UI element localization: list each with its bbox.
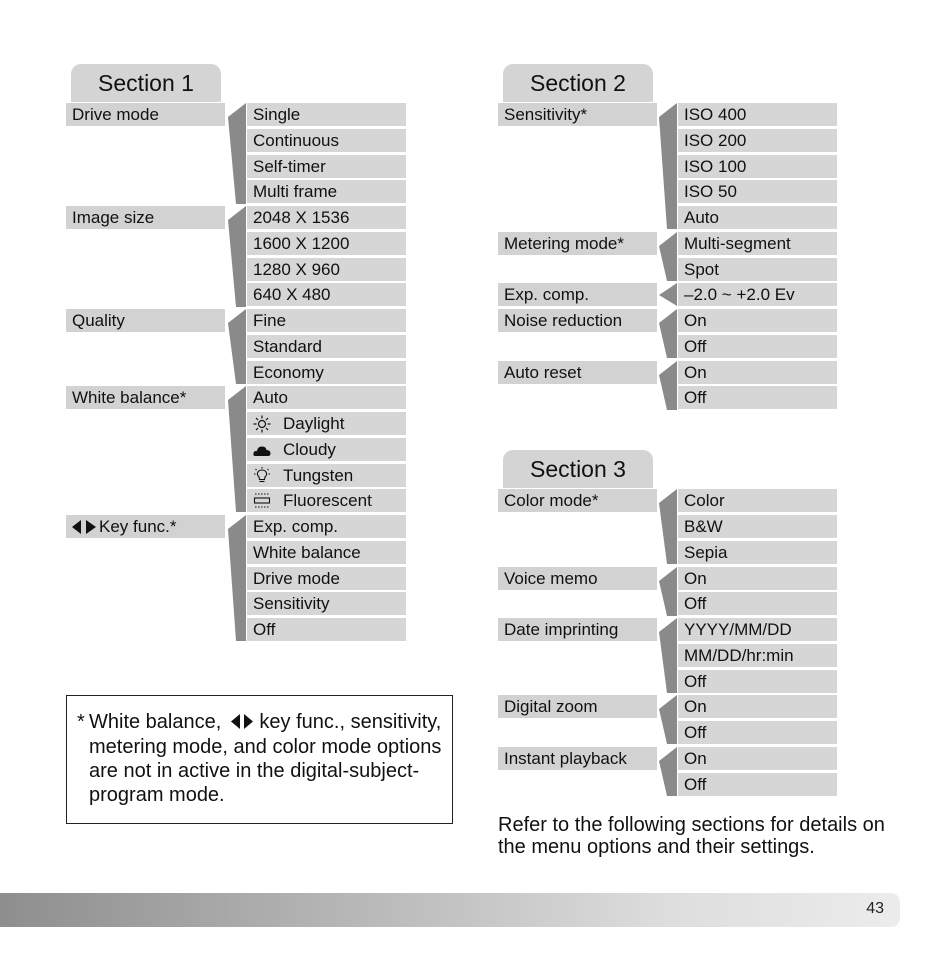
option-yyyy-mm-dd: YYYY/MM/DD	[678, 618, 837, 641]
menu-label-white-balance: White balance*	[66, 386, 225, 409]
bracket-wedge	[228, 103, 246, 204]
option-mm-dd-hr-min: MM/DD/hr:min	[678, 644, 837, 667]
left-right-arrows-icon	[231, 711, 253, 735]
option-1280x960: 1280 X 960	[247, 258, 406, 281]
menu-label-metering-mode: Metering mode*	[498, 232, 657, 255]
option-off: Off	[678, 592, 837, 615]
option-off: Off	[678, 335, 837, 358]
menu-label-image-size: Image size	[66, 206, 225, 229]
bracket-wedge	[659, 695, 677, 744]
option-on: On	[678, 695, 837, 718]
option-daylight-label: Daylight	[283, 414, 345, 433]
bulb-icon	[253, 467, 271, 485]
section-1-tab: Section 1	[71, 64, 221, 102]
option-standard: Standard	[247, 335, 406, 358]
menu-label-drive-mode: Drive mode	[66, 103, 225, 126]
option-economy: Economy	[247, 361, 406, 384]
option-exp-range: –2.0 ~ +2.0 Ev	[678, 283, 837, 306]
fluorescent-tube-icon	[253, 492, 271, 510]
option-1600x1200: 1600 X 1200	[247, 232, 406, 255]
option-off: Off	[678, 670, 837, 693]
option-daylight	[247, 412, 406, 435]
menu-label-instant-playback: Instant playback	[498, 747, 657, 770]
section-3-tab: Section 3	[503, 450, 653, 488]
bracket-wedge	[659, 747, 677, 796]
option-off: Off	[678, 386, 837, 409]
option-sensitivity: Sensitivity	[247, 592, 406, 615]
option-off: Off	[247, 618, 406, 641]
bracket-wedge	[659, 567, 677, 616]
option-auto-wb: Auto	[247, 386, 406, 409]
bracket-wedge	[659, 489, 677, 564]
bracket-wedge	[228, 515, 246, 641]
option-fluorescent-label: Fluorescent	[283, 491, 372, 510]
option-iso-400: ISO 400	[678, 103, 837, 126]
option-iso-200: ISO 200	[678, 129, 837, 152]
option-on: On	[678, 361, 837, 384]
option-color: Color	[678, 489, 837, 512]
bracket-wedge	[228, 386, 246, 512]
option-spot: Spot	[678, 258, 837, 281]
option-2048x1536: 2048 X 1536	[247, 206, 406, 229]
menu-label-key-func	[66, 515, 225, 538]
footnote-text	[89, 710, 444, 807]
menu-label-noise-reduction: Noise reduction	[498, 309, 657, 332]
option-iso-50: ISO 50	[678, 180, 837, 203]
option-cloudy-label: Cloudy	[283, 440, 336, 459]
footnote-text-start: White balance,	[89, 711, 222, 733]
option-drive-mode: Drive mode	[247, 567, 406, 590]
bracket-wedge	[659, 618, 677, 693]
option-multi-frame: Multi frame	[247, 180, 406, 203]
option-cloudy	[247, 438, 406, 461]
sun-icon	[253, 415, 271, 433]
footnote-asterisk: *	[77, 711, 85, 733]
option-fluorescent	[247, 489, 406, 512]
page-number: 43	[866, 900, 884, 917]
option-bw: B&W	[678, 515, 837, 538]
menu-label-exp-comp: Exp. comp.	[498, 283, 657, 306]
option-single: Single	[247, 103, 406, 126]
option-auto-iso: Auto	[678, 206, 837, 229]
option-640x480: 640 X 480	[247, 283, 406, 306]
footnote-box	[66, 695, 453, 824]
option-on: On	[678, 567, 837, 590]
bracket-wedge	[659, 283, 677, 306]
cloud-icon	[253, 441, 271, 459]
option-exp-comp: Exp. comp.	[247, 515, 406, 538]
option-on: On	[678, 309, 837, 332]
menu-label-sensitivity: Sensitivity*	[498, 103, 657, 126]
option-off: Off	[678, 721, 837, 744]
menu-label-voice-memo: Voice memo	[498, 567, 657, 590]
option-self-timer: Self-timer	[247, 155, 406, 178]
menu-label-date-imprinting: Date imprinting	[498, 618, 657, 641]
bracket-wedge	[659, 232, 677, 281]
menu-label-key-func-text: Key func.*	[99, 517, 177, 536]
bracket-wedge	[228, 206, 246, 307]
option-sepia: Sepia	[678, 541, 837, 564]
option-off: Off	[678, 773, 837, 796]
bracket-wedge	[659, 103, 677, 229]
menu-label-color-mode: Color mode*	[498, 489, 657, 512]
option-fine: Fine	[247, 309, 406, 332]
page-footer-bar	[0, 893, 900, 927]
bracket-wedge	[659, 309, 677, 358]
left-right-arrows-icon	[72, 520, 96, 534]
bracket-wedge	[659, 361, 677, 410]
footnote-text-end: key func., sensitivity, metering mode, and color mode options are not in active in the digital-subject-program mode.	[89, 711, 442, 806]
menu-label-auto-reset: Auto reset	[498, 361, 657, 384]
option-continuous: Continuous	[247, 129, 406, 152]
option-on: On	[678, 747, 837, 770]
option-iso-100: ISO 100	[678, 155, 837, 178]
menu-label-quality: Quality	[66, 309, 225, 332]
option-multi-segment: Multi-segment	[678, 232, 837, 255]
bracket-wedge	[228, 309, 246, 384]
refer-text: Refer to the following sections for details on the menu options and their settings.	[498, 814, 885, 858]
section-2-tab: Section 2	[503, 64, 653, 102]
menu-label-digital-zoom: Digital zoom	[498, 695, 657, 718]
option-white-balance: White balance	[247, 541, 406, 564]
option-tungsten-label: Tungsten	[283, 466, 354, 485]
option-tungsten	[247, 464, 406, 487]
